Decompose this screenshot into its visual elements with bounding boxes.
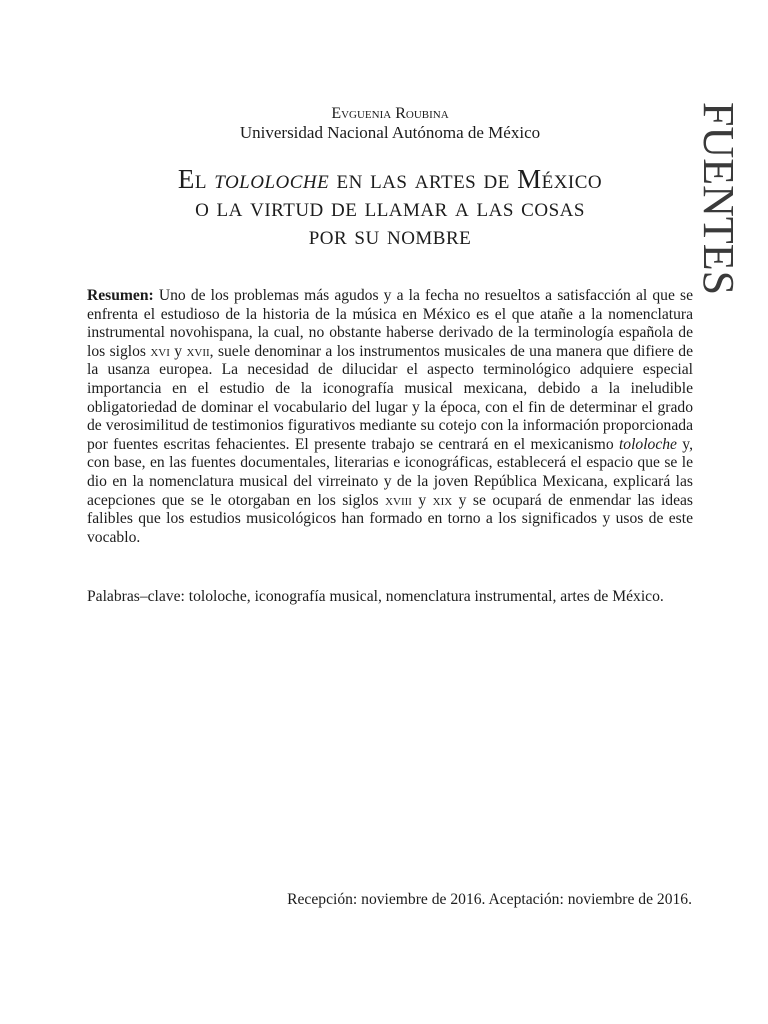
- title-italic-term: tololoche: [214, 164, 330, 194]
- title-line-1-pre: El: [177, 164, 215, 194]
- title-line-1-post: en las artes de México: [329, 164, 603, 194]
- author-name: Evguenia Roubina: [331, 105, 449, 122]
- abstract-century-1: xvi: [150, 342, 170, 360]
- author-affiliation: Universidad Nacional Autónoma de México: [239, 123, 541, 142]
- reception-dates: Recepción: noviembre de 2016. Aceptación: noviembre de 2016.: [287, 891, 692, 908]
- abstract-text-6: y se ocupará de enmendar las ideas falibles que los estudios musicológicos han formado en torno a los significados y usos de este vocablo.: [87, 491, 694, 546]
- title-line-3: por su nombre: [308, 220, 472, 250]
- abstract-century-2: xvii: [186, 342, 210, 360]
- abstract-century-3: xviii: [385, 491, 412, 509]
- abstract-text-3: , suele denominar a los instrumentos musicales de una manera que difiere de la usanza europea. La necesidad de dilucidar el aspecto terminológico adquiere especial importancia en el estudio de la iconografía musical mexicana, debido a la ineludible obligatoriedad de dominar el vocabulario del lugar y la época, con el fin de determinar el grado de verosimilitud de testimonios figurativos mediante su cotejo con la información proporcionada por fuentes escritas fehacientes. El presente trabajo se centrará en el mexicanismo: [87, 342, 693, 453]
- abstract-label: Resumen:: [87, 287, 154, 304]
- article-title: [88, 165, 692, 249]
- title-line-2: o la virtud de llamar a las cosas: [195, 192, 585, 222]
- abstract-term: tololoche: [618, 435, 677, 453]
- abstract-text-4: y, con base, en las fuentes documentales, literarias e iconográficas, establecerá el espacio que se le dio en la nomenclatura musical del virreinato y de la joven República Mexicana, explicará las acepciones que se le otorgaban en los siglos: [87, 435, 693, 509]
- abstract-text-1: Uno de los problemas más agudos y a la fecha no resueltos a satisfacción al que se enfrenta el estudioso de la historia de la música en México es el que atañe a la nomenclatura instrumental novohispana, la cual, no obstante haberse derivado de la terminología española de los siglos: [87, 287, 693, 360]
- section-label-fuentes: FUENTES: [694, 102, 743, 296]
- abstract-text-2: y: [169, 342, 187, 360]
- title-line-1: [88, 165, 692, 193]
- keywords-paragraph: Palabras–clave: tololoche, iconografía musical, nomenclatura instrumental, artes de México.: [87, 588, 664, 605]
- abstract-text-5: y: [411, 491, 433, 509]
- abstract-paragraph: [87, 287, 693, 547]
- abstract-century-4: xix: [432, 491, 453, 509]
